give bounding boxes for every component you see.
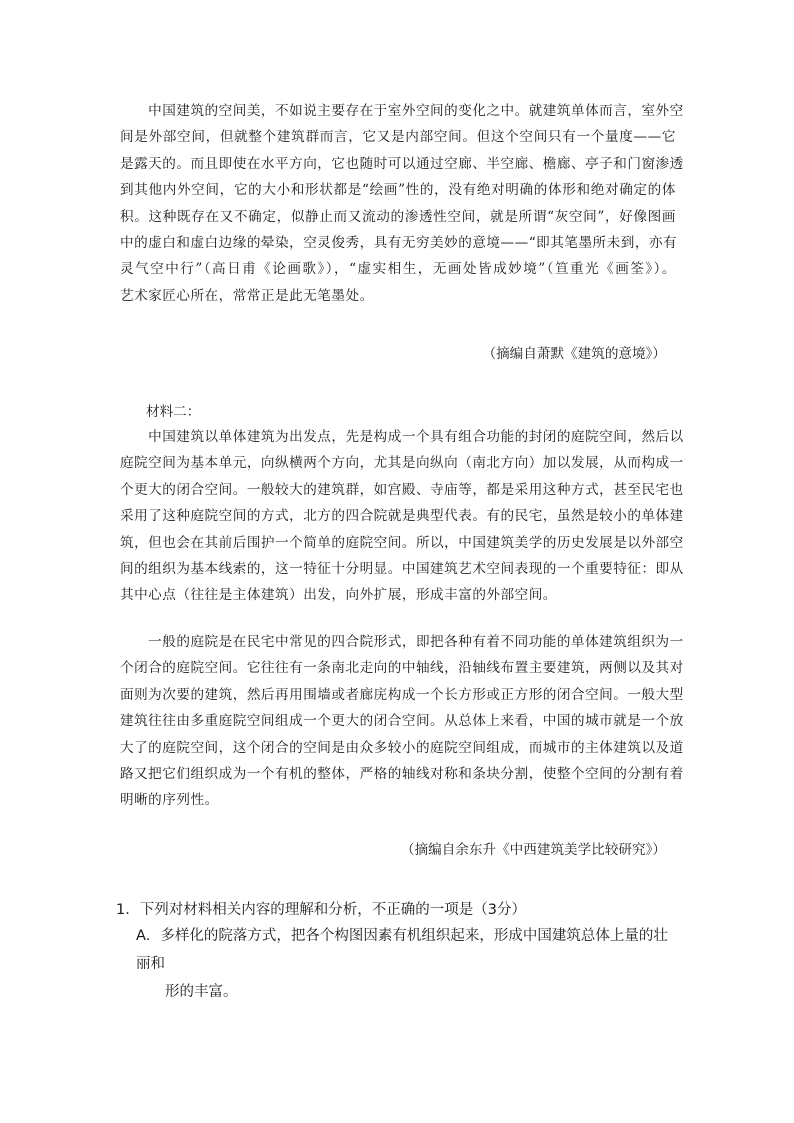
paragraph-line: 间是外部空间，但就整个建筑群而言，它又是内部空间。但这个空间只有一个量度——它 — [120, 129, 676, 146]
paragraph-line: 灵气空中行”（高日甫《论画歌》），“虚实相生，无画处皆成妙境”（笪重光《画筌》）。 — [120, 261, 676, 278]
paragraph-line: 面则为次要的建筑，然后再用围墙或者廊庑构成一个长方形或正方形的闭合空间。一般大型 — [120, 686, 684, 703]
paragraph-line: 大了的庭院空间，这个闭合的空间是由众多较小的庭院空间组成，而城市的主体建筑以及道 — [120, 739, 684, 756]
paragraph-line: 一般的庭院是在民宅中常见的四合院形式，即把各种有着不同功能的单体建筑组织为一 — [120, 634, 684, 650]
paragraph-line: 个更大的闭合空间。一般较大的建筑群，如宫殿、寺庙等，都是采用这种方式，甚至民宅也 — [120, 481, 684, 498]
paragraph-line: 是露天的。而且即使在水平方向，它也随时可以通过空廊、半空廊、檐廊、亭子和门窗渗透 — [120, 155, 684, 172]
question-1-stem: 1．下列对材料相关内容的理解和分析，不正确的一项是（3分） — [116, 902, 526, 918]
paragraph-line: 路又把它们组织成为一个有机的整体，严格的轴线对称和条块分割，使整个空间的分割有着 — [120, 766, 684, 783]
paragraph-line: 中国建筑的空间美，不如说主要存在于室外空间的变化之中。就建筑单体而言，室外空 — [120, 103, 684, 119]
material1-source: （摘编自萧默《建筑的意境》） — [482, 346, 666, 362]
material2-paragraph-1 — [120, 424, 684, 609]
paragraph-line: 艺术家匠心所在，常常正是此无笔墨处。 — [120, 287, 374, 304]
question-1-option-a — [136, 922, 676, 1006]
paragraph-line: 筑，但也会在其前后围护一个简单的庭院空间。所以，中国建筑美学的历史发展是以外部空 — [120, 534, 684, 551]
paragraph-line: 庭院空间为基本单元，向纵横两个方向，尤其是向纵向（南北方向）加以发展，从而构成一 — [120, 455, 684, 472]
paragraph-line: 间的组织为基本线索的，这一特征十分明显。中国建筑艺术空间表现的一个重要特征：即从 — [120, 561, 684, 578]
paragraph-line: 中国建筑以单体建筑为出发点，先是构成一个具有组合功能的封闭的庭院空间，然后以 — [120, 429, 684, 445]
paragraph-line: 建筑往往由多重庭院空间组成一个更大的闭合空间。从总体上来看，中国的城市就是一个放 — [120, 713, 684, 730]
material2-label: 材料二： — [146, 404, 201, 420]
material2-source: （摘编自余东升《中西建筑美学比较研究》） — [400, 842, 666, 858]
option-line: A．多样化的院落方式，把各个构图因素有机组织起来，形成中国建筑总体上量的壮丽和 — [136, 928, 668, 972]
material2-paragraph-2 — [120, 629, 684, 814]
paragraph-line: 其中心点（往往是主体建筑）出发，向外扩展，形成丰富的外部空间。 — [120, 587, 557, 604]
paragraph-line: 中的虚白和虚白边缘的晕染，空灵俊秀，具有无穷美妙的意境——“即其笔墨所未到，亦有 — [120, 235, 678, 252]
option-line: 形的丰富。 — [136, 984, 238, 1000]
paragraph-line: 采用了这种庭院空间的方式，北方的四合院就是典型代表。有的民宅，虽然是较小的单体建 — [120, 508, 684, 525]
paragraph-line: 到其他内外空间，它的大小和形状都是“绘画”性的，没有绝对明确的体形和绝对确定的体 — [120, 182, 676, 199]
paragraph-line: 明晰的序列性。 — [120, 792, 219, 809]
material1-paragraph — [120, 98, 684, 309]
paragraph-line: 个闭合的庭院空间。它往往有一条南北走向的中轴线，沿轴线布置主要建筑，两侧以及其对 — [120, 660, 684, 677]
paragraph-line: 积。这种既存在又不确定，似静止而又流动的渗透性空间，就是所谓“灰空间”，好像图画 — [120, 208, 676, 225]
